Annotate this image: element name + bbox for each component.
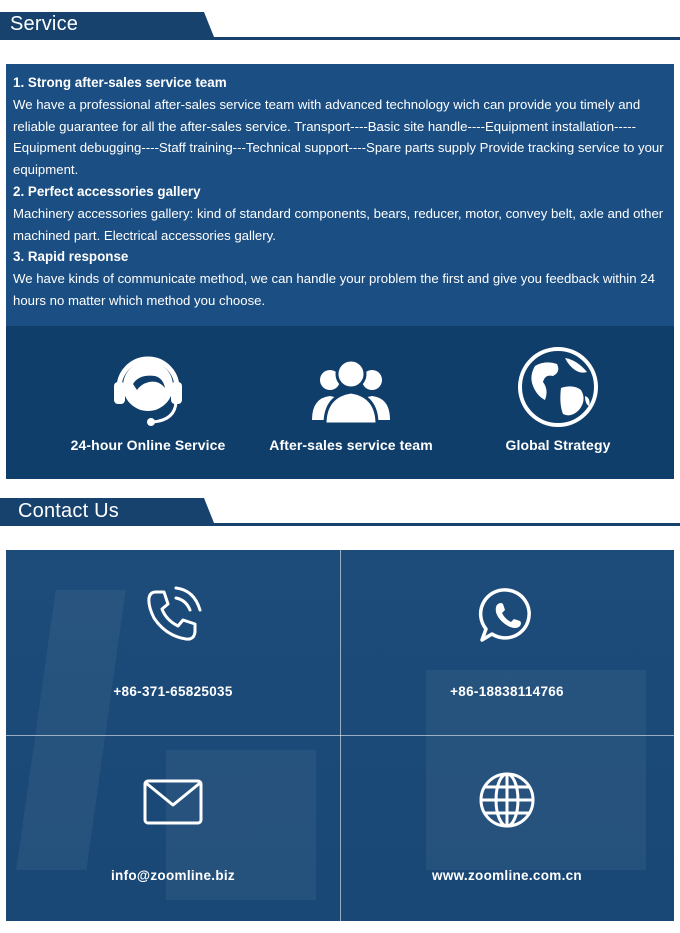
contact-panel	[6, 550, 674, 921]
service-item-2-body: Machinery accessories gallery: kind of standard components, bears, reducer, motor, convey belt, axle and other machined part. Electrical accessories gallery.	[13, 205, 664, 243]
contact-header	[0, 486, 680, 526]
team-icon	[308, 344, 394, 430]
contact-title: Contact Us	[18, 500, 119, 522]
globe-icon	[515, 344, 601, 430]
service-item-1-heading: 1. Strong after-sales service team	[13, 75, 227, 90]
contact-phone-value: +86-371-65825035	[113, 684, 233, 699]
web-globe-icon	[476, 769, 538, 831]
feature-service-team	[251, 326, 451, 479]
feature-global-strategy-label: Global Strategy	[505, 437, 611, 453]
service-header	[0, 0, 680, 40]
contact-email-value: info@zoomline.biz	[110, 868, 235, 883]
service-item-3-heading: 3. Rapid response	[13, 249, 129, 265]
headset-icon	[105, 344, 191, 430]
service-header-banner	[0, 0, 680, 40]
contact-website[interactable]	[340, 735, 674, 920]
mail-icon	[142, 771, 204, 833]
phone-icon	[142, 584, 204, 646]
service-panel	[6, 64, 674, 479]
contact-whatsapp-value: +86-18838114766	[450, 684, 564, 699]
service-item-3-body: We have kinds of communicate method, we can handle your problem the first and give you feedback within 24 hours no matter which method you choose.	[13, 271, 655, 308]
feature-service-team-label: After-sales service team	[269, 437, 433, 453]
contact-website-value: www.zoomline.com.cn	[432, 868, 582, 883]
service-text-block	[6, 64, 674, 326]
service-features	[6, 326, 674, 479]
feature-online-service	[48, 326, 248, 479]
contact-email[interactable]	[6, 735, 340, 920]
feature-global-strategy	[458, 326, 658, 479]
contact-phone[interactable]	[6, 550, 340, 735]
feature-online-service-label: 24-hour Online Service	[70, 437, 226, 453]
service-title: Service	[10, 13, 79, 35]
whatsapp-icon	[476, 584, 538, 646]
contact-whatsapp[interactable]	[340, 550, 674, 735]
service-item-1-body: We have a professional after-sales service team with advanced technology wich can provide you timely and reliable guarantee for all the after-sales service. Transport----Basic site handle----Equipment installation-----Equipment debugging----Staff training---Technical support----Spare parts supply Provide tracking service to your equipment.	[13, 96, 664, 178]
service-item-2-heading: 2. Perfect accessories gallery	[13, 183, 201, 199]
